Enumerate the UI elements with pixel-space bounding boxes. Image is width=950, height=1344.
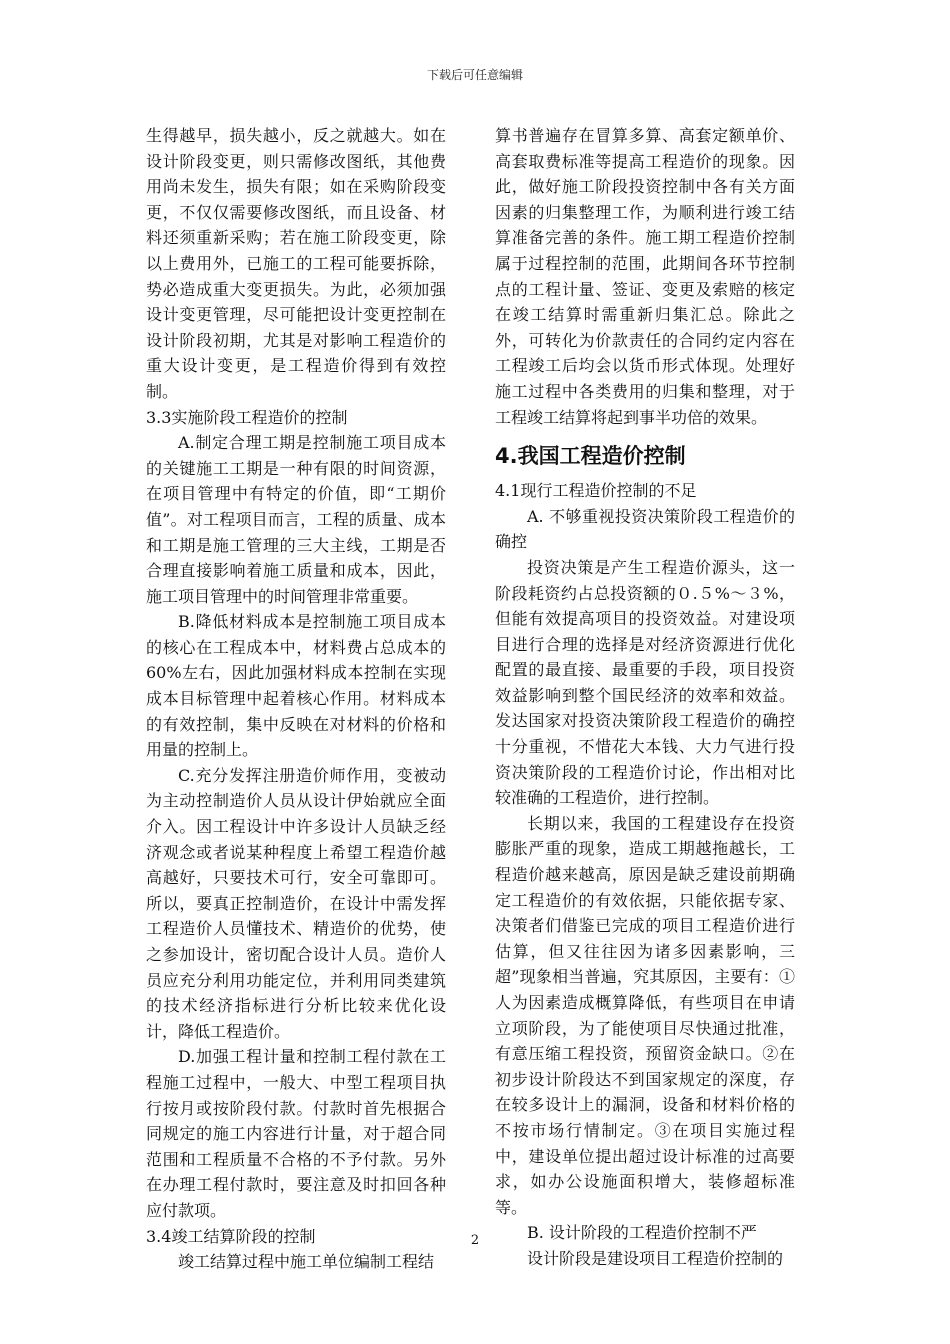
subsection-heading-a: A. 不够重视投资决策阶段工程造价的确控 [495, 506, 795, 552]
subsection-heading-b: B. 设计阶段的工程造价控制不严 [527, 1223, 757, 1243]
section-heading-4-1: 4.1现行工程造价控制的不足 [495, 481, 697, 501]
paragraph: 设计阶段是建设项目工程造价控制的 [527, 1248, 784, 1268]
paragraph: B.降低材料成本是控制施工项目成本的核心在工程成本中，材料费占总成本的60%左右，因此加强材料成本控制在实现成本目标管理中起着核心作用。材料成本的有效控制，集中反映在对材料的价格和用量的控制上。 [146, 612, 446, 760]
chapter-heading-4: 4.我国工程造价控制 [495, 444, 686, 469]
paragraph: 竣工结算过程中施工单位编制工程结 [178, 1252, 435, 1272]
page-header: 下载后可任意编辑 [426, 68, 523, 82]
page-number: 2 [470, 1233, 480, 1248]
paragraph: 算书普遍存在冒算多算、高套定额单价、高套取费标准等提高工程造价的现象。因此，做好施工阶段投资控制中各有关方面因素的归集整理工作，为顺利进行竣工结算准备完善的条件。施工期工程造价控制属于过程控制的范围，此期间各环节控制点的工程计量、签证、变更及索赔的核定在竣工结算时需重新归集汇总。除此之外，可转化为价款责任的合同约定内容在工程竣工后均会以货币形式体现。处理好施工过程中各类费用的归集和整理，对于工程竣工结算将起到事半功倍的效果。 [495, 126, 795, 427]
paragraph: C.充分发挥注册造价师作用，变被动为主动控制造价人员从设计伊始就应全面介入。因工程设计中许多设计人员缺乏经济观念或者说某种程度上希望工程造价越高越好，只要技术可行，安全可靠即可。所以，要真正控制造价，在设计中需发挥工程造价人员懂技术、精造价的优势，使之参加设计，密切配合设计人员。造价人员应充分利用功能定位，并利用同类建筑的技术经济指标进行分析比较来优化设计，降低工程造价。 [146, 765, 446, 1041]
paragraph: A.制定合理工期是控制施工项目成本的关键施工工期是一种有限的时间资源，在项目管理中有特定的价值，即“工期价值”。对工程项目而言，工程的质量、成本和工期是施工管理的三大主线，工期是否合理直接影响着施工质量和成本，因此，施工项目管理中的时间管理非常重要。 [146, 433, 446, 606]
section-heading-3-4: 3.4竣工结算阶段的控制 [146, 1226, 316, 1246]
paragraph: D.加强工程计量和控制工程付款在工程施工过程中，一般大、中型工程项目执行按月或按阶段付款。付款时首先根据合同规定的施工内容进行计量，对于超合同范围和工程质量不合格的不予付款。另外在办理工程付款时，要注意及时扣回各种应付款项。 [146, 1047, 446, 1220]
paragraph: 投资决策是产生工程造价源头，这一阶段耗资约占总投资额的０.５%～３%，但能有效提高项目的投资效益。对建设项目进行合理的选择是对经济资源进行优化配置的最直接、最重要的手段，项目投资效益影响到整个国民经济的效率和效益。发达国家对投资决策阶段工程造价的确控十分重视，不惜花大本钱、大力气进行投资决策阶段的工程造价讨论，作出相对比较准确的工程造价，进行控制。 [495, 557, 795, 808]
paragraph: 生得越早，损失越小，反之就越大。如在设计阶段变更，则只需修改图纸，其他费用尚未发生，损失有限；如在采购阶段变更，不仅仅需要修改图纸，而且设备、材料还须重新采购；若在施工阶段变更，除以上费用外，已施工的工程可能要拆除，势必造成重大变更损失。为此，必须加强设计变更管理，尽可能把设计变更控制在设计阶段初期，尤其是对影响工程造价的重大设计变更，是工程造价得到有效控制。 [146, 126, 446, 401]
right-column [495, 123, 795, 1272]
section-heading-3-3: 3.3实施阶段工程造价的控制 [146, 407, 348, 427]
left-column [146, 123, 446, 1275]
paragraph: 长期以来，我国的工程建设存在投资膨胀严重的现象，造成工期越拖越长，工程造价越来越高，原因是缺乏建设前期确定工程造价的有效依据，只能依据专家、决策者们借鉴已完成的项目工程造价进行估算，但又往往因为诸多因素影响，三超”现象相当普遍，究其原因，主要有：①人为因素造成概算降低，有些项目在申请立项阶段，为了能使项目尽快通过批准，有意压缩工程投资，预留资金缺口。②在初步设计阶段达不到国家规定的深度，存在较多设计上的漏洞，设备和材料价格的不按市场行情制定。③在项目实施过程中，建设单位提出超过设计标准的过高要求，如办公设施面积增大，装修超标准等。 [495, 813, 795, 1217]
